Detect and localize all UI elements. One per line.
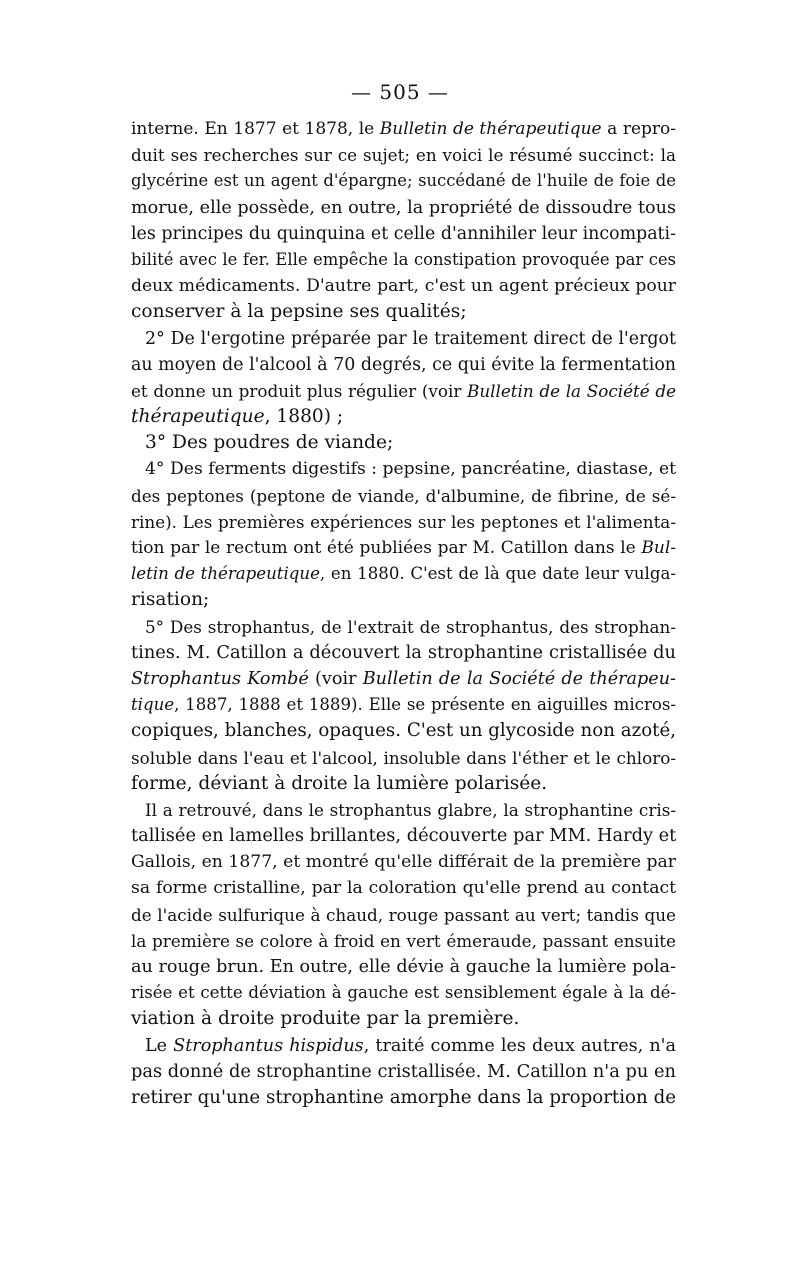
text-line — [131, 430, 676, 456]
text-segment: viation à droite produite par la première. — [131, 1008, 520, 1030]
text-line — [131, 561, 676, 587]
text-segment: sa forme cristalline, par la coloration qu'elle prend au contact — [131, 878, 676, 899]
italic-text: tique — [131, 695, 175, 715]
text-segment: 4° Des ferments digestifs : pepsine, pancréatine, diastase, et — [145, 459, 677, 480]
text-segment: risation; — [131, 589, 210, 611]
text-line — [131, 797, 676, 823]
text-segment: Il a retrouvé, dans le strophantus glabre, la strophantine cris- — [145, 799, 676, 820]
text-line — [131, 247, 676, 273]
text-line — [131, 195, 676, 221]
text-line — [131, 849, 676, 875]
text-segment: a repro- — [601, 119, 677, 139]
text-segment: tion par le rectum ont été publiées par M. Catillon dans le — [131, 538, 642, 558]
text-segment: , en 1880. C'est de là que date leur vulga- — [319, 564, 676, 584]
text-segment: duit ses recherches sur ce sujet; en voici le résumé succinct: la — [131, 145, 676, 166]
text-line — [131, 273, 676, 299]
text-segment: deux médicaments. D'autre part, c'est un agent précieux pour — [131, 276, 676, 297]
text-segment: retirer qu'une strophantine amorphe dans la proportion de — [131, 1086, 676, 1108]
text-segment: 5° Des strophantus, de l'extrait de strophantus, des strophan- — [145, 616, 676, 637]
text-line — [131, 456, 676, 482]
text-segment: bilité avec le fer. Elle empêche la constipation provoquée par ces — [131, 249, 676, 269]
text-line — [131, 614, 676, 640]
text-line — [131, 771, 676, 797]
text-line — [131, 299, 676, 325]
italic-text: thérapeutique — [131, 406, 265, 428]
text-line — [131, 692, 676, 718]
text-segment: glycérine est un agent d'épargne; succédané de l'huile de foie de — [131, 171, 676, 191]
text-line — [131, 875, 676, 901]
text-segment: rine). Les premières expériences sur les peptones et l'alimenta- — [131, 511, 676, 532]
text-segment: (voir — [308, 668, 363, 689]
text-line — [131, 1085, 676, 1111]
text-segment: pas donné de strophantine cristallisée. M. Catillon n'a pu en — [131, 1060, 676, 1082]
text-segment: , 1887, 1888 et 1889). Elle se présente en aiguilles micros- — [174, 695, 676, 715]
text-line — [131, 483, 676, 509]
text-line — [131, 378, 676, 404]
text-segment: la première se colore à froid en vert émeraude, passant ensuite — [131, 930, 676, 951]
text-segment: 2° De l'ergotine préparée par le traitement direct de l'ergot — [145, 328, 676, 349]
text-line — [131, 745, 676, 771]
text-segment: au rouge brun. En outre, elle dévie à gauche la lumière pola- — [131, 957, 676, 977]
italic-text: Strophantus Kombé — [131, 668, 309, 689]
text-segment: des peptones (peptone de viande, d'albumine, de fibrine, de sé- — [131, 485, 676, 506]
text-line — [131, 404, 676, 430]
text-segment: Le — [145, 1035, 174, 1056]
text-line — [131, 640, 676, 666]
text-segment: 3° Des poudres de viande; — [145, 432, 394, 454]
text-line — [131, 221, 676, 247]
text-line — [131, 116, 676, 142]
text-line — [131, 823, 676, 849]
text-segment: risée et cette déviation à gauche est sensiblement égale à la dé- — [131, 983, 676, 1003]
text-line — [131, 352, 676, 378]
text-segment: , 1880) ; — [264, 406, 344, 428]
text-segment: tines. M. Catillon a découvert la strophantine cristallisée du — [131, 641, 676, 663]
text-line — [131, 326, 676, 352]
body-text — [131, 116, 676, 1111]
text-segment: copiques, blanches, opaques. C'est un glycoside non azoté, — [131, 720, 676, 742]
text-line — [131, 142, 676, 168]
text-line — [131, 587, 676, 613]
text-line — [131, 509, 676, 535]
italic-text: Bulletin de thérapeutique — [379, 119, 602, 139]
text-line — [131, 718, 676, 744]
text-line — [131, 1006, 676, 1032]
text-segment: morue, elle possède, en outre, la propriété de dissoudre tous — [131, 197, 676, 218]
text-line — [131, 666, 676, 692]
text-segment: tallisée en lamelles brillantes, découverte par MM. Hardy et — [131, 825, 677, 847]
text-segment: les principes du quinquina et celle d'annihiler leur incompati- — [131, 223, 676, 244]
text-line — [131, 928, 676, 954]
text-line — [131, 1033, 676, 1059]
italic-text: Strophantus hispidus — [173, 1035, 364, 1056]
text-line — [131, 168, 676, 194]
text-segment: Gallois, en 1877, et montré qu'elle différait de la première par — [131, 852, 676, 873]
italic-text: letin de thérapeutique — [131, 564, 320, 584]
text-segment: au moyen de l'alcool à 70 degrés, ce qui évite la fermentation — [131, 354, 676, 375]
italic-text: Bul- — [641, 538, 676, 558]
text-segment: de l'acide sulfurique à chaud, rouge passant au vert; tandis que — [131, 904, 676, 925]
text-segment: interne. En 1877 et 1878, le — [131, 119, 380, 139]
text-line — [131, 954, 676, 980]
italic-text: Bulletin de la Société de thérapeu- — [362, 668, 676, 689]
text-line — [131, 1059, 676, 1085]
text-segment: conserver à la pepsine ses qualités; — [131, 301, 467, 323]
text-line — [131, 902, 676, 928]
page-number: — 505 — — [351, 80, 449, 104]
text-segment: soluble dans l'eau et l'alcool, insoluble dans l'éther et le chloro- — [131, 747, 676, 768]
text-segment: et donne un produit plus régulier (voir — [131, 380, 467, 401]
text-line — [131, 980, 676, 1006]
text-line — [131, 535, 676, 561]
text-segment: , traité comme les deux autres, n'a — [363, 1035, 677, 1056]
italic-text: Bulletin de la Société de — [467, 380, 677, 401]
text-segment: forme, déviant à droite la lumière polarisée. — [131, 772, 548, 794]
